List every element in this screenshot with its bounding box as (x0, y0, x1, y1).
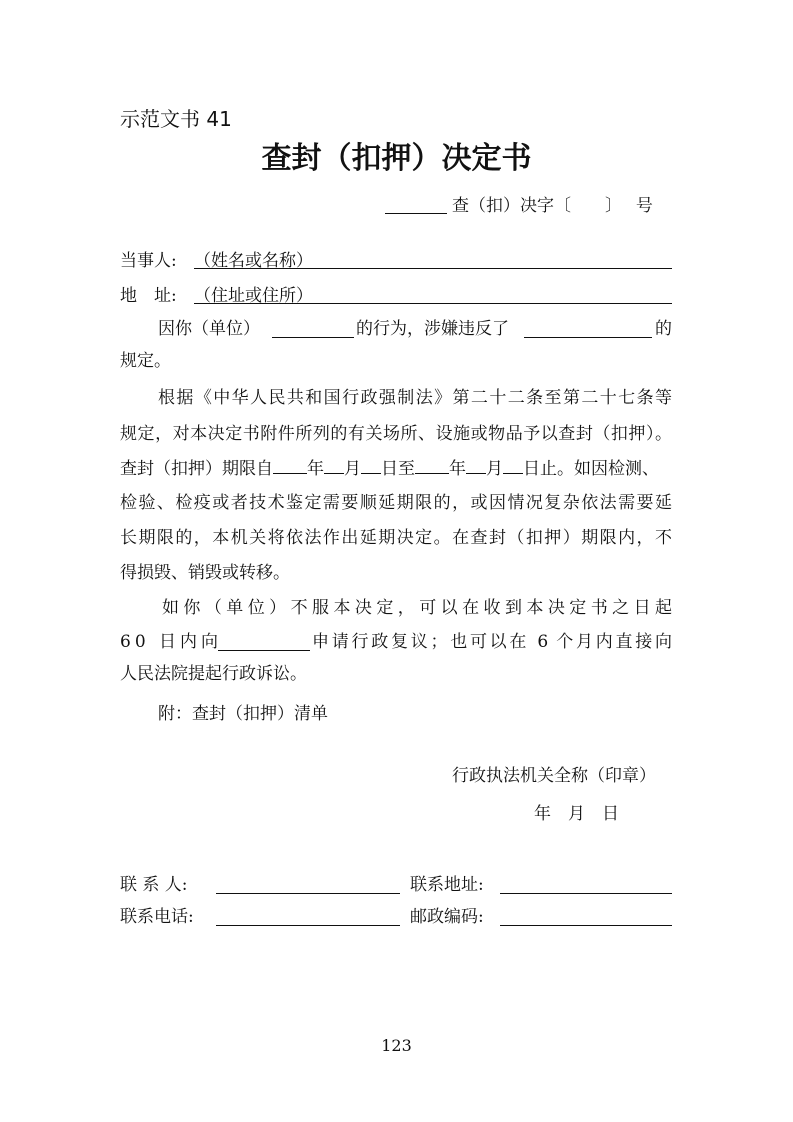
para2-line5: 长期限的，本机关将依法作出延期决定。在查封（扣押）期限内，不 (120, 528, 672, 548)
postcode-field[interactable] (500, 925, 672, 926)
doc-number: 查（扣）决字〔 〕 号 (452, 196, 653, 216)
para3-line2b: 申请行政复议；也可以在 6 个月内直接向 (312, 632, 672, 652)
contact-phone-label: 联系电话: (120, 907, 194, 927)
para3-line3: 人民法院提起行政诉讼。 (120, 664, 307, 684)
start-year-blank[interactable] (273, 456, 307, 474)
review-agency-blank[interactable] (218, 650, 310, 651)
unit-blank[interactable] (272, 337, 354, 338)
para3-line2a: 60 日内向 (120, 632, 223, 652)
doc-number-prefix-blank (385, 213, 447, 214)
para2-line3 (120, 456, 672, 480)
page-title: 查封（扣押）决定书 (261, 141, 532, 176)
start-month-blank[interactable] (324, 456, 344, 474)
attachment-note: 附：查封（扣押）清单 (158, 704, 328, 724)
contact-person-label: 联 系 人: (120, 875, 188, 895)
end-day-blank[interactable] (503, 456, 523, 474)
end-year-blank[interactable] (415, 456, 449, 474)
postcode-label: 邮政编码: (410, 907, 484, 927)
address-label: 地 址: (120, 286, 177, 306)
year-label: 年 (307, 459, 324, 479)
year-label: 年 (449, 459, 466, 479)
contact-address-label: 联系地址: (410, 875, 484, 895)
party-field-line[interactable] (194, 268, 672, 269)
month-label: 月 (344, 459, 361, 479)
para2-line6: 得损毁、销毁或转移。 (120, 563, 290, 583)
address-hint: （住址或住所） (194, 286, 313, 306)
page-number: 123 (381, 1036, 412, 1055)
end-month-blank[interactable] (466, 456, 486, 474)
day-to-label: 日至 (381, 459, 415, 479)
contact-phone-field[interactable] (216, 925, 400, 926)
para2-line4: 检验、检疫或者技术鉴定需要顺延期限的，或因情况复杂依法需要延 (120, 493, 672, 513)
period-end-label: 日止。如因检测、 (523, 459, 659, 479)
contact-address-field[interactable] (500, 893, 672, 894)
header-label: 示范文书 41 (120, 107, 232, 131)
law-blank[interactable] (524, 337, 652, 338)
para1-c: 的 (655, 319, 672, 339)
para1-b: 的行为，涉嫌违反了 (356, 319, 509, 339)
para2-line2: 规定，对本决定书附件所列的有关场所、设施或物品予以查封（扣押）。 (120, 424, 672, 444)
address-field-line[interactable] (194, 303, 672, 304)
signature-date: 年 月 日 (534, 804, 619, 824)
month-label: 月 (486, 459, 503, 479)
start-day-blank[interactable] (361, 456, 381, 474)
party-label: 当事人: (120, 251, 177, 271)
period-label: 查封（扣押）期限自 (120, 459, 273, 479)
para3-line1: 如你（单位）不服本决定，可以在收到本决定书之日起 (162, 598, 672, 618)
para2-line1: 根据《中华人民共和国行政强制法》第二十二条至第二十七条等 (158, 388, 672, 408)
party-hint: （姓名或名称） (194, 251, 313, 271)
para1-d: 规定。 (120, 351, 171, 371)
contact-person-field[interactable] (216, 893, 400, 894)
para1-a: 因你（单位） (158, 319, 260, 339)
signature-org: 行政执法机关全称（印章） (452, 766, 656, 786)
